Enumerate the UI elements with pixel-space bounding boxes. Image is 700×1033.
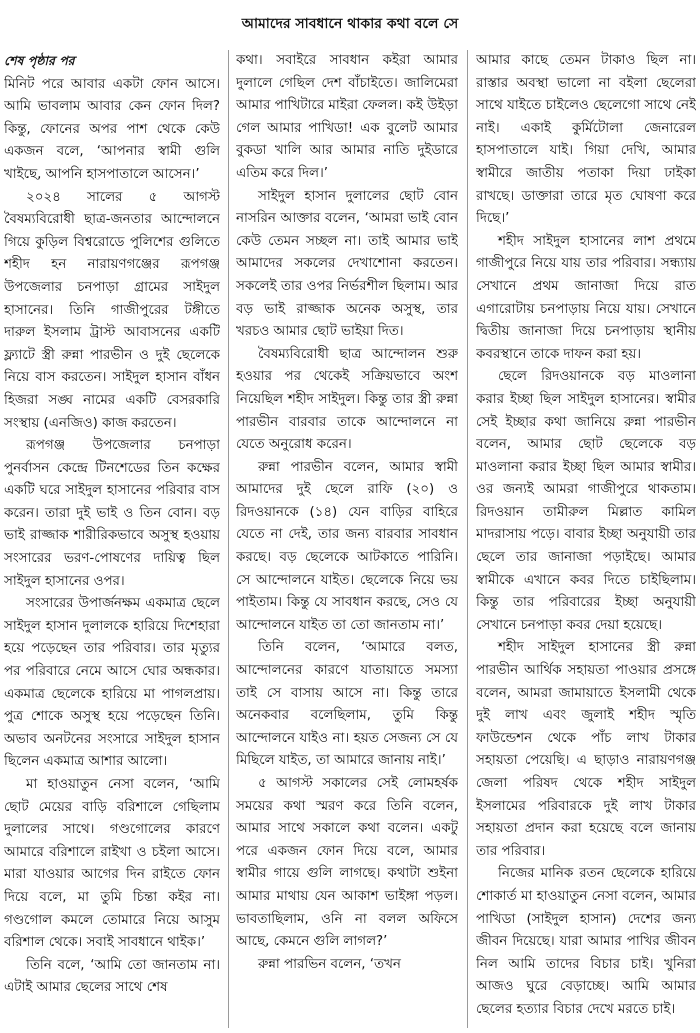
headline: আমাদের সাবধানে থাকার কথা বলে সে <box>241 16 459 32</box>
paragraph: ২০২৪ সালের ৫ আগস্ট বৈষম্যবিরোধী ছাত্র-জনতার আন্দোলনে গিয়ে কুড়িল বিশ্বরোডে পুলিশের গুলিতে শহীদ হন নারায়ণগঞ্জের রূপগঞ্জ উপজেলার চনপাড়া গ্রামের সাইদুল হাসানের। তিনি গাজীপুরের টঙ্গীতে দারুল ইসলাম ট্রাস্ট আবাসনের একটি ফ্ল্যাটে স্ত্রী রুন্না পারভীন ও দুই ছেলেকে নিয়ে বাস করতেন। সাইদুল হাসান বাঁধন হিজরা সঙ্ঘ নামের একটি বেসরকারি সংস্থায় (এনজিও) কাজ করতেন। <box>4 189 220 431</box>
article-column-2 <box>236 50 458 1030</box>
paragraph: শহীদ সাইদুল হাসানের স্ত্রী রুন্না পারভীন আর্থিক সহায়তা পাওয়ার প্রসঙ্গে বলেন, আমরা জামায়াতে ইসলামী থেকে দুই লাখ এবং জুলাই শহীদ স্মৃতি ফাউন্ডেশন থেকে পাঁচ লাখ টাকার সহায়তা পেয়েছি। এ ছাড়াও নারায়ণগঞ্জ জেলা পরিষদ থেকে শহীদ সাইদুল ইসলামের পরিবারকে দুই লাখ টাকার সহায়তা প্রদান করা হয়েছে বলে জানায় তার পরিবার। <box>476 640 696 859</box>
continuation-kicker <box>4 50 220 74</box>
article-column-1 <box>4 50 220 1030</box>
continued-from-label: শেষ পৃষ্ঠার পর <box>4 53 75 68</box>
paragraph: মিনিট পরে আবার একটা ফোন আসে। আমি ভাবলাম আবার কেন ফোন দিল? কিন্তু, ফোনের অপর পাশ থেকে কেউ একজন বলে, ‘আপনার স্বামী গুলি খাইছে, আপনি হাসপাতালে আসেন।’ <box>4 76 220 182</box>
column-divider-1 <box>228 50 229 1028</box>
paragraph: রুন্না পারভীন বলেন, আমার স্বামী আমাদের দুই ছেলে রাফি (২০) ও রিদওয়ানকে (১৪) যেন বাড়ির বাহিরে যেতে না দেই, তার জন্য বারবার সাবধান করছে। বড় ছেলেকে আটকাতে পারিনি। সে আন্দোলনে যাইত। ছেলেকে নিয়ে ভয় পাইতাম। কিন্তু যে সাবধান করছে, সেও যে আন্দোলনে যাইত তা তো জানতাম না।’ <box>236 459 458 633</box>
paragraph: রূপগঞ্জ উপজেলার চনপাড়া পুনর্বাসন কেন্দ্রে টিনশেডের তিন কক্ষের একটি ঘরে সাইদুল হাসানের পরিবার বাস করেন। তারা দুই ভাই ও তিন বোন। বড় ভাই রাজ্জাক শারীরিকভাবে অসুস্থ হওয়ায় সংসারের ভরণ-পোষণের দায়িত্ব ছিল সাইদুল হাসানের ওপর। <box>4 438 220 589</box>
paragraph: তিনি বলেন, ‘আমারে বলত, আন্দোলনের কারণে যাতায়াতে সমস্যা তাই সে বাসায় আসে না। কিন্তু তারে অনেকবার বলেছিলাম, তুমি কিন্তু আন্দোলনে যাইও না। হয়ত সেজন্য সে যে মিছিলে যাইত, তা আমারে জানায় নাই।’ <box>236 640 458 769</box>
paragraph: সাইদুল হাসান দুলালের ছোট বোন নাসরিন আক্তার বলেন, ‘আমরা ভাই বোন কেউ তেমন সচ্ছল না। তাই আমার ভাই আমাদের সকলের দেখাশোনা করতেন। সকলেই তার ওপর নির্ভরশীল ছিলাম। আর বড় ভাই রাজ্জাক অনেক অসুস্থ, তার খরচও আমার ছোট ভাইয়া দিত। <box>236 188 458 340</box>
column-divider-2 <box>467 50 468 1028</box>
paragraph: মা হাওয়াতুন নেসা বলেন, ‘আমি ছোট মেয়ের বাড়ি বরিশালে গেছিলাম দুলালের সাথে। গণ্ডগোলের কারণে আমারে বরিশালে রাইখা ও চইলা আসে। মারা যাওয়ার আগের দিন রাইতে ফোন দিয়ে বলে, মা তুমি চিন্তা কইর না। গণ্ডগোল কমলে তোমারে নিয়ে আসুম বরিশাল থেকে। সবাই সাবধানে থাইক।’ <box>4 777 220 951</box>
paragraph: নিজের মানিক রতন ছেলেকে হারিয়ে শোকার্ত মা হাওয়াতুন নেসা বলেন, আমার পাখিডা (সাইদুল হাসান) দেশের জন্য জীবন দিয়েছে। যারা আমার পাখির জীবন নিল আমি তাদের বিচার চাই। খুনিরা আজও ঘুরে বেড়াচ্ছে। আমি আমার ছেলের হত্যার বিচার দেখে মরতে চাই। <box>476 866 696 1017</box>
paragraph: শহীদ সাইদুল হাসানের লাশ প্রথমে গাজীপুরে নিয়ে যায় তার পরিবার। সন্ধ্যায় সেখানে প্রথম জানাজা দিয়ে রাত এগারোটায় চনপাড়ায় নিয়ে যায়। সেখানে দ্বিতীয় জানাজা দিয়ে চনপাড়ায় স্থানীয় কবরস্থানে তাকে দাফন করা হয়। <box>476 233 696 362</box>
paragraph: তিনি বলে, ‘আমি তো জানতাম না। এটাই আমার ছেলের সাথে শেষ <box>4 957 220 996</box>
paragraph: ৫ আগস্ট সকালের সেই লোমহর্ষক সময়ের কথা স্মরণ করে তিনি বলেন, আমার সাথে সকালে কথা বলেন। একটু পরে একজন ফোন দিয়ে বলে, আমার স্বামীর গায়ে গুলি লাগছে। কথাটা শুইনা আমার মাথায় যেন আকাশ ভাইঙ্গা পড়ল। ভাবতাছিলাম, ওনি না বলল অফিসে আছে, কেমনে গুলি লাগল?’ <box>236 776 458 950</box>
paragraph: আমার কাছে তেমন টাকাও ছিল না। রাস্তার অবস্থা ভালো না বইলা ছেলেরা সাথে যাইতে চাইলেও ছেলেগো সাথে নেই নাই। একাই কুর্মিটোলা জেনারেল হাসপাতালে যাই। গিয়া দেখি, আমার স্বামীরে জাতীয় পতাকা দিয়া ঢাইকা রাখছে। ডাক্তারা তারে মৃত ঘোষণা করে দিছে।’ <box>476 53 696 227</box>
paragraph: বৈষম্যবিরোধী ছাত্র আন্দোলন শুরু হওয়ার পর থেকেই সক্রিয়ভাবে অংশ নিয়েছিল শহীদ সাইদুল। কিন্তু তার স্ত্রী রুন্না পারভীন বারবার তাকে আন্দোলনে না যেতে অনুরোধ করেন। <box>236 346 458 453</box>
paragraph: সংসারের উপার্জনক্ষম একমাত্র ছেলে সাইদুল হাসান দুলালকে হারিয়ে দিশেহারা হয়ে পড়েছেন তার পরিবার। তার মৃত্যুর পর পরিবারে নেমে আসে ঘোর অন্ধকার। একমাত্র ছেলেকে হারিয়ে মা পাগলপ্রায়। পুত্র শোকে অসুস্থ হয়ে পড়েছেন তিনি। অভাব অনটনের সংসারে সাইদুল হাসান ছিলেন একমাত্র আশার আলো। <box>4 596 220 770</box>
article-column-3 <box>476 50 696 1030</box>
paragraph: কথা। সবাইরে সাবধান কইরা আমার দুলালে গেছিল দেশ বাঁচাইতে। জালিমেরা আমার পাখিটারে মাইরা ফেলল। কই উইড়া গেল আমার পাখিডা! এক বুলেট আমার বুকডা খালি আর আমার নাতি দুইডারে এতিম করে দিল।’ <box>236 53 458 181</box>
paragraph: রুন্না পারভিন বলেন, ‘তখন <box>258 956 401 972</box>
paragraph: ছেলে রিদওয়ানকে বড় মাওলানা করার ইচ্ছা ছিল সাইদুল হাসানের। স্বামীর সেই ইচ্ছার কথা জানিয়ে রুন্না পারভীন বলেন, আমার ছোট ছেলেকে বড় মাওলানা করার ইচ্ছা ছিল আমার স্বামীর। ওর জন্যই আমরা গাজীপুরে থাকতাম। রিদওয়ান তামীরুল মিল্লাত কামিল মাদরাসায় পড়ে। বাবার ইচ্ছা অনুযায়ী তার ছেলে তার জানাজা পড়াইছে। আমার স্বামীকে এখানে কবর দিতে চাইছিলাম। কিন্তু তার পরিবারের ইচ্ছা অনুযায়ী সেখানে চনপাড়া কবর দেয়া হয়েছে। <box>476 369 696 633</box>
